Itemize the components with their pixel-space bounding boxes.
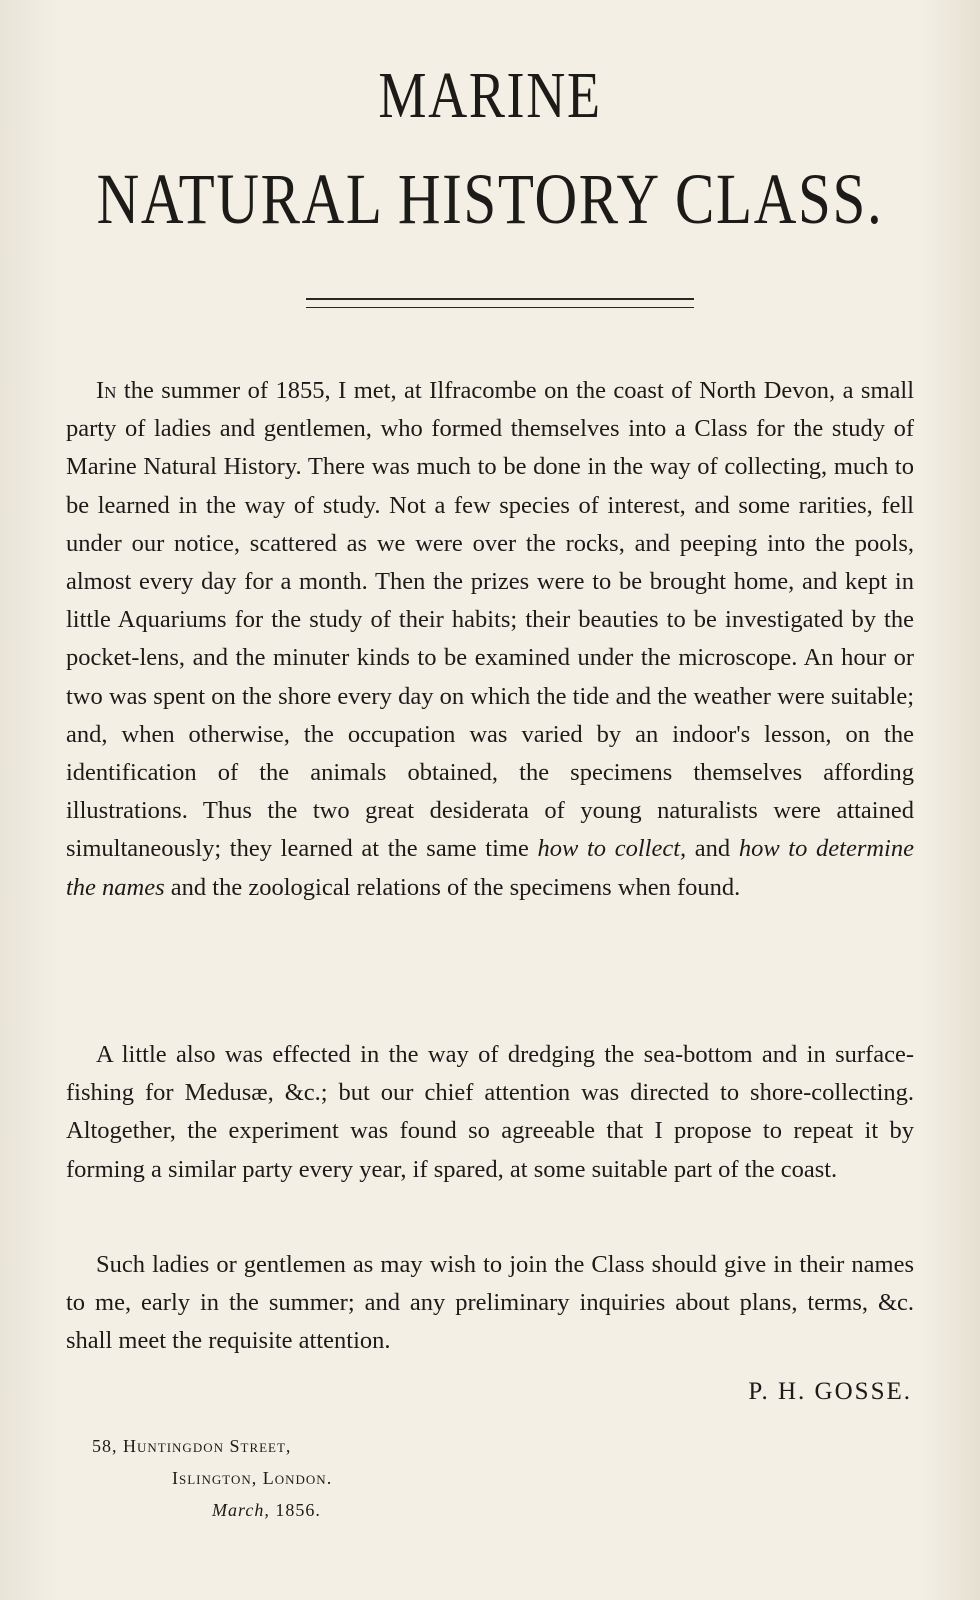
paragraph-2: [66, 1036, 914, 1189]
address-line-1: 58, Huntingdon Street,: [92, 1436, 292, 1456]
paragraph-1: [66, 372, 914, 907]
title-line-2: NATURAL HISTORY CLASS.: [96, 159, 884, 239]
paragraph-3-text: Such ladies or gentlemen as may wish to join the Class should give in their names to me, early in the summer; and any preliminary inquiries about plans, terms, &c. shall meet the requisite attention.: [66, 1251, 914, 1355]
paragraph-1-text-b: and: [686, 835, 739, 863]
paragraph-3: [66, 1246, 914, 1361]
address-date: [212, 1500, 321, 1521]
date-year: 1856.: [269, 1500, 321, 1520]
paragraph-1-italic-1: how to collect,: [537, 835, 687, 863]
title-rule: [306, 298, 694, 308]
paragraph-2-text: A little also was effected in the way of dredging the sea-bottom and in surface-fishing for Medusæ, &c.; but our chief attention was directed to shore-collecting. Altogether, the experiment was found so agreeable that I propose to repeat it by forming a similar party every year, if spared, at some suitable part of the coast.: [66, 1041, 914, 1183]
paragraph-1-text-a: the summer of 1855, I met, at Ilfracombe on the coast of North Devon, a small party of ladies and gentlemen, who formed themselves into a Class for the study of Marine Natural History. There was much to be done in the way of collecting, much to be learned in the way of study. Not a few species of interest, and some rarities, fell under our notice, scattered as we were over the rocks, and peeping into the pools, almost every day for a month. Then the prizes were to be brought home, and kept in little Aquariums for the study of their habits; their beauties to be investigated by the pocket-lens, and the minuter kinds to be examined under the microscope. An hour or two was spent on the shore every day on which the tide and the weather were suitable; and, when otherwise, the occupation was varied by an indoor's lesson, on the identification of the animals obtained, the specimens themselves affording illustrations. Thus the two great desiderata of young naturalists were attained simultaneously; they learned at the same time: [66, 377, 914, 863]
paragraph-1-text-c: and the zoological relations of the specimens when found.: [164, 873, 741, 901]
paragraph-1-lead: In: [96, 377, 117, 404]
signature: P. H. GOSSE.: [748, 1378, 912, 1405]
date-month: March,: [212, 1500, 270, 1520]
title-line-1: MARINE: [378, 59, 602, 132]
paragraph-1-italic-2: how to determine the names: [66, 835, 914, 901]
address-line-2: Islington, London.: [172, 1468, 333, 1488]
